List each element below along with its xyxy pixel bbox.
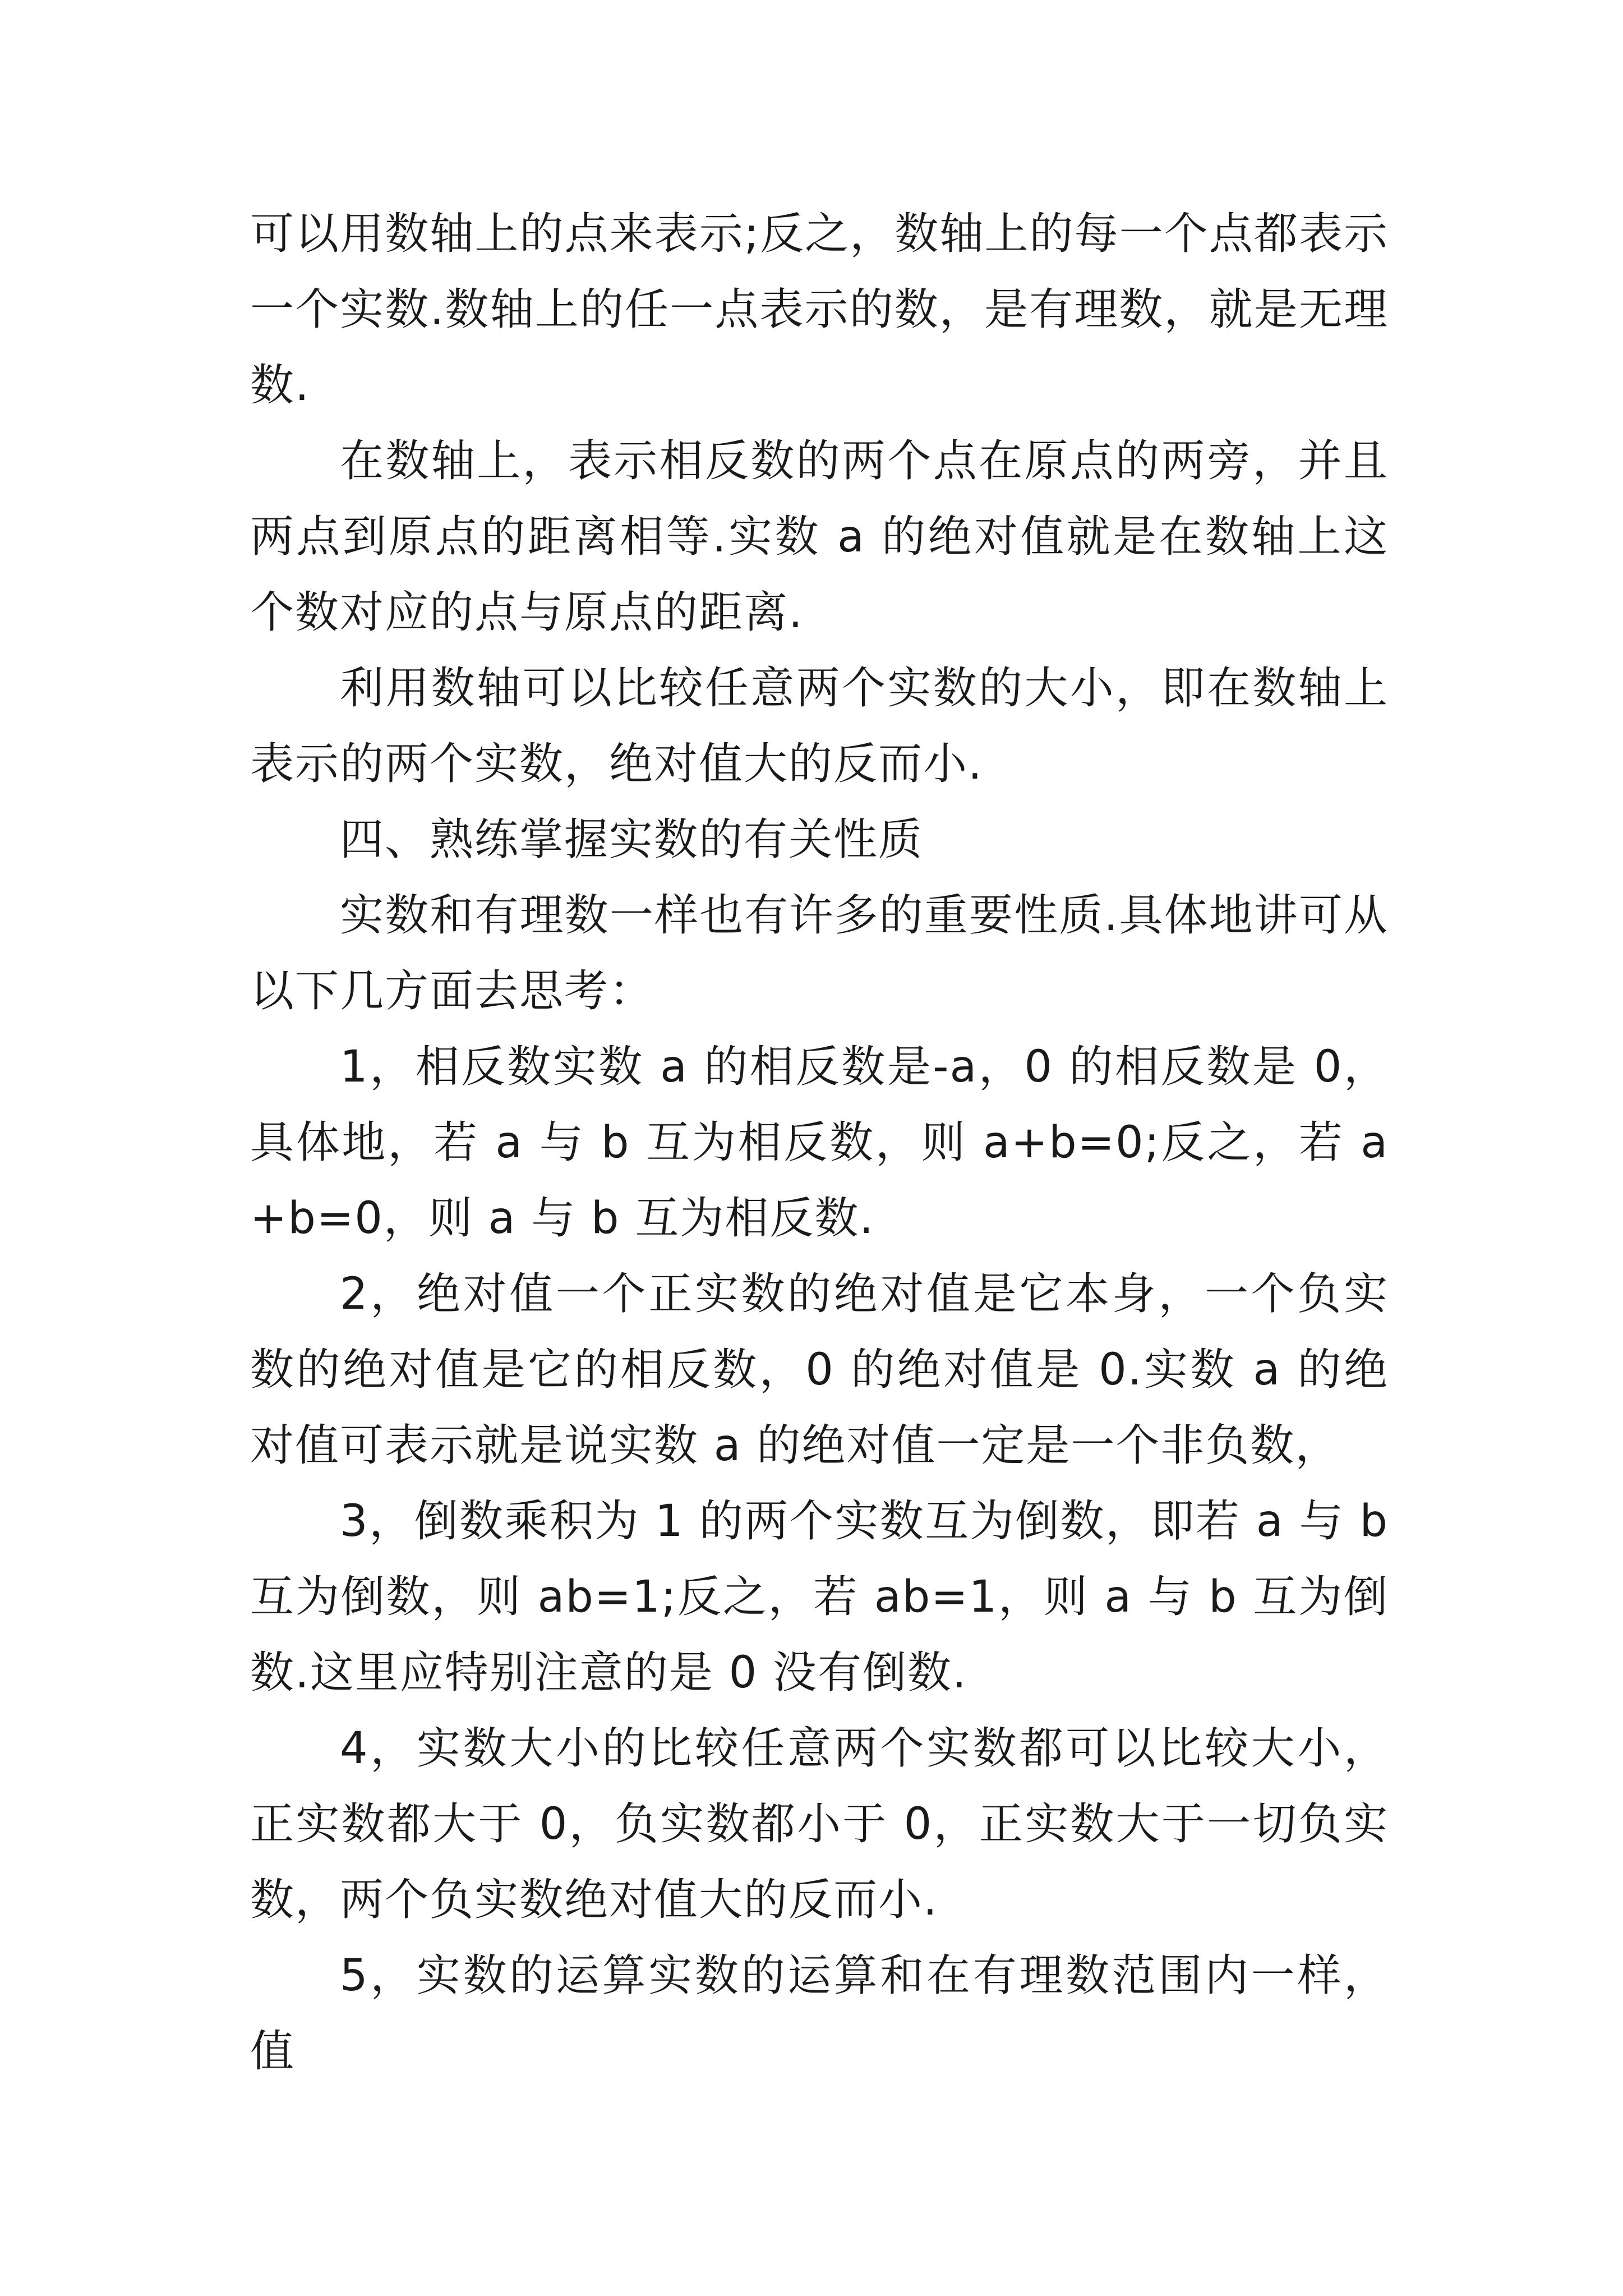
paragraph-5: 实数和有理数一样也有许多的重要性质.具体地讲可从以下几方面去思考： bbox=[250, 890, 1389, 1016]
paragraph-1: 可以用数轴上的点来表示;反之，数轴上的每一个点都表示一个实数.数轴上的任一点表示的数，是有理数，就是无理数. bbox=[250, 209, 1389, 411]
list-item-3: 3，倒数乘积为 1 的两个实数互为倒数，即若 a 与 b 互为倒数，则 ab=1;反之，若 ab=1，则 a 与 b 互为倒数.这里应特别注意的是 0 没有倒数. bbox=[250, 1496, 1404, 1698]
paragraph-3: 利用数轴可以比较任意两个实数的大小，即在数轴上表示的两个实数，绝对值大的反而小. bbox=[250, 663, 1389, 789]
paragraph-2: 在数轴上，表示相反数的两个点在原点的两旁，并且两点到原点的距离相等.实数 a 的绝对值就是在数轴上这个数对应的点与原点的距离. bbox=[250, 436, 1389, 638]
list-item-4: 4，实数大小的比较任意两个实数都可以比较大小，正实数都大于 0，负实数都小于 0，正实数大于一切负实数，两个负实数绝对值大的反而小. bbox=[250, 1723, 1389, 1925]
section-heading: 四、熟练掌握实数的有关性质 bbox=[340, 815, 924, 865]
list-item-2: 2，绝对值一个正实数的绝对值是它本身，一个负实数的绝对值是它的相反数，0 的绝对值是 0.实数 a 的绝对值可表示就是说实数 a 的绝对值一定是一个非负数， bbox=[250, 1269, 1389, 1471]
document-body bbox=[250, 196, 1404, 2090]
list-item-1: 1，相反数实数 a 的相反数是-a，0 的相反数是 0，具体地，若 a 与 b 互为相反数，则 a+b=0;反之，若 a+b=0，则 a 与 b 互为相反数. bbox=[250, 1042, 1389, 1244]
list-item-5: 5，实数的运算实数的运算和在有理数范围内一样，值 bbox=[250, 1950, 1389, 2077]
